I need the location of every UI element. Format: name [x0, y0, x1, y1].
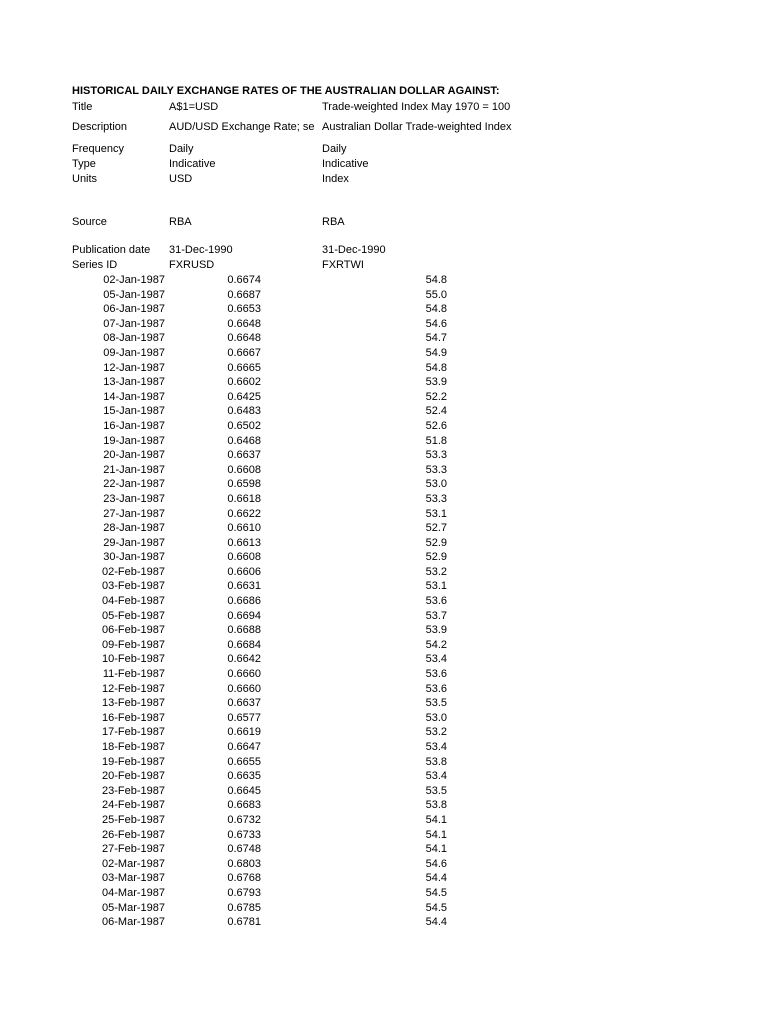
table-row	[72, 550, 552, 565]
twi-cell: 53.5	[425, 697, 447, 710]
date-cell: 03-Feb-1987	[102, 580, 165, 593]
date-cell: 20-Jan-1987	[103, 449, 165, 462]
date-cell: 16-Feb-1987	[102, 711, 165, 724]
table-row	[72, 798, 552, 813]
table-row	[72, 375, 552, 390]
date-cell: 26-Feb-1987	[102, 828, 165, 841]
date-cell: 27-Feb-1987	[102, 843, 165, 856]
date-cell: 06-Mar-1987	[102, 916, 165, 929]
date-cell: 12-Jan-1987	[103, 361, 165, 374]
twi-cell: 53.1	[425, 580, 447, 593]
table-row	[72, 725, 552, 740]
meta-value-usd: A$1=USD	[169, 101, 219, 113]
twi-cell: 53.3	[425, 463, 447, 476]
meta-label: Description	[72, 121, 128, 133]
twi-cell: 53.4	[425, 653, 447, 666]
meta-value-usd: USD	[169, 173, 193, 185]
table-row	[72, 302, 552, 317]
usd-rate-cell: 0.6667	[227, 346, 261, 359]
meta-value-usd: AUD/USD Exchange Rate; se	[169, 121, 315, 133]
date-cell: 05-Mar-1987	[102, 901, 165, 914]
meta-value-usd: Daily	[169, 143, 194, 155]
usd-rate-cell: 0.6602	[227, 376, 261, 389]
usd-rate-cell: 0.6733	[227, 828, 261, 841]
usd-rate-cell: 0.6768	[227, 872, 261, 885]
usd-rate-cell: 0.6683	[227, 799, 261, 812]
meta-row-frequency	[72, 142, 552, 156]
date-cell: 30-Jan-1987	[103, 551, 165, 564]
date-cell: 11-Feb-1987	[102, 668, 165, 681]
usd-rate-cell: 0.6793	[227, 886, 261, 899]
table-row	[72, 623, 552, 638]
date-cell: 12-Feb-1987	[102, 682, 165, 695]
usd-rate-cell: 0.6622	[227, 507, 261, 520]
rates-table	[72, 273, 552, 930]
twi-cell: 54.1	[425, 843, 447, 856]
meta-value-twi: FXRTWI	[322, 259, 364, 271]
date-cell: 14-Jan-1987	[103, 390, 165, 403]
table-row	[72, 740, 552, 755]
twi-cell: 54.6	[425, 857, 447, 870]
date-cell: 06-Jan-1987	[103, 303, 165, 316]
usd-rate-cell: 0.6803	[227, 857, 261, 870]
meta-value-twi: Australian Dollar Trade-weighted Index	[322, 121, 512, 133]
twi-cell: 52.4	[425, 405, 447, 418]
table-row	[72, 828, 552, 843]
meta-row-source	[72, 215, 552, 229]
table-row	[72, 901, 552, 916]
usd-rate-cell: 0.6648	[227, 332, 261, 345]
date-cell: 23-Jan-1987	[103, 492, 165, 505]
table-row	[72, 507, 552, 522]
table-row	[72, 609, 552, 624]
twi-cell: 54.9	[425, 346, 447, 359]
table-row	[72, 915, 552, 930]
usd-rate-cell: 0.6606	[227, 565, 261, 578]
usd-rate-cell: 0.6610	[227, 522, 261, 535]
twi-cell: 53.0	[425, 711, 447, 724]
twi-cell: 53.6	[425, 668, 447, 681]
usd-rate-cell: 0.6631	[227, 580, 261, 593]
usd-rate-cell: 0.6688	[227, 624, 261, 637]
date-cell: 06-Feb-1987	[102, 624, 165, 637]
table-row	[72, 579, 552, 594]
date-cell: 23-Feb-1987	[102, 784, 165, 797]
usd-rate-cell: 0.6694	[227, 609, 261, 622]
date-cell: 05-Jan-1987	[103, 288, 165, 301]
twi-cell: 54.5	[425, 886, 447, 899]
table-row	[72, 463, 552, 478]
table-row	[72, 317, 552, 332]
table-row	[72, 492, 552, 507]
date-cell: 27-Jan-1987	[103, 507, 165, 520]
table-row	[72, 390, 552, 405]
twi-cell: 53.3	[425, 492, 447, 505]
table-row	[72, 886, 552, 901]
table-row	[72, 769, 552, 784]
usd-rate-cell: 0.6653	[227, 303, 261, 316]
usd-rate-cell: 0.6635	[227, 770, 261, 783]
usd-rate-cell: 0.6608	[227, 463, 261, 476]
usd-rate-cell: 0.6686	[227, 595, 261, 608]
table-row	[72, 813, 552, 828]
usd-rate-cell: 0.6660	[227, 682, 261, 695]
date-cell: 15-Jan-1987	[103, 405, 165, 418]
usd-rate-cell: 0.6425	[227, 390, 261, 403]
date-cell: 25-Feb-1987	[102, 813, 165, 826]
page-title: HISTORICAL DAILY EXCHANGE RATES OF THE AUSTRALIAN DOLLAR AGAINST:	[72, 85, 500, 97]
usd-rate-cell: 0.6637	[227, 449, 261, 462]
usd-rate-cell: 0.6781	[227, 916, 261, 929]
table-row	[72, 273, 552, 288]
usd-rate-cell: 0.6674	[227, 274, 261, 286]
table-row	[72, 288, 552, 303]
meta-value-twi: Daily	[322, 143, 347, 155]
table-row	[72, 419, 552, 434]
date-cell: 21-Jan-1987	[103, 463, 165, 476]
date-cell: 07-Jan-1987	[103, 317, 165, 330]
usd-rate-cell: 0.6684	[227, 638, 261, 651]
table-row	[72, 594, 552, 609]
meta-row-units	[72, 172, 552, 186]
usd-rate-cell: 0.6502	[227, 419, 261, 432]
usd-rate-cell: 0.6613	[227, 536, 261, 549]
table-row	[72, 521, 552, 536]
meta-value-usd: FXRUSD	[169, 259, 215, 271]
usd-rate-cell: 0.6645	[227, 784, 261, 797]
date-cell: 04-Mar-1987	[102, 886, 165, 899]
date-cell: 19-Feb-1987	[102, 755, 165, 768]
usd-rate-cell: 0.6732	[227, 813, 261, 826]
meta-label: Publication date	[72, 244, 151, 256]
twi-cell: 52.9	[425, 551, 447, 564]
twi-cell: 53.0	[425, 478, 447, 491]
date-cell: 13-Jan-1987	[103, 376, 165, 389]
table-row	[72, 331, 552, 346]
table-row	[72, 477, 552, 492]
usd-rate-cell: 0.6648	[227, 317, 261, 330]
table-row	[72, 565, 552, 580]
twi-cell: 52.2	[425, 390, 447, 403]
twi-cell: 54.7	[425, 332, 447, 345]
twi-cell: 51.8	[425, 434, 447, 447]
date-cell: 09-Feb-1987	[102, 638, 165, 651]
twi-cell: 54.8	[425, 361, 447, 374]
twi-cell: 54.6	[425, 317, 447, 330]
usd-rate-cell: 0.6647	[227, 741, 261, 753]
date-cell: 17-Feb-1987	[102, 726, 165, 739]
date-cell: 29-Jan-1987	[103, 536, 165, 549]
date-cell: 03-Mar-1987	[102, 872, 165, 885]
meta-row-publication-date	[72, 243, 552, 257]
usd-rate-cell: 0.6748	[227, 843, 261, 856]
twi-cell: 53.2	[425, 726, 447, 739]
meta-row-type	[72, 157, 552, 171]
twi-cell: 54.1	[425, 828, 447, 841]
date-cell: 20-Feb-1987	[102, 770, 165, 783]
table-row	[72, 871, 552, 886]
twi-cell: 53.2	[425, 565, 447, 578]
table-row	[72, 361, 552, 376]
date-cell: 16-Jan-1987	[103, 419, 165, 432]
table-row	[72, 682, 552, 697]
usd-rate-cell: 0.6665	[227, 361, 261, 374]
twi-cell: 53.9	[425, 376, 447, 389]
usd-rate-cell: 0.6637	[227, 697, 261, 710]
date-cell: 02-Feb-1987	[102, 565, 165, 578]
table-row	[72, 434, 552, 449]
twi-cell: 52.9	[425, 536, 447, 549]
usd-rate-cell: 0.6483	[227, 405, 261, 418]
usd-rate-cell: 0.6619	[227, 726, 261, 739]
usd-rate-cell: 0.6618	[227, 492, 261, 505]
table-row	[72, 755, 552, 770]
date-cell: 02-Mar-1987	[102, 857, 165, 870]
twi-cell: 54.2	[425, 638, 447, 651]
table-row	[72, 784, 552, 799]
date-cell: 09-Jan-1987	[103, 346, 165, 359]
twi-cell: 53.7	[425, 609, 447, 622]
usd-rate-cell: 0.6687	[227, 288, 261, 301]
meta-label: Source	[72, 216, 107, 228]
meta-value-usd: RBA	[169, 216, 192, 228]
meta-value-usd: Indicative	[169, 158, 216, 170]
table-row	[72, 404, 552, 419]
meta-value-twi: 31-Dec-1990	[322, 244, 386, 256]
table-row	[72, 711, 552, 726]
table-row	[72, 638, 552, 653]
usd-rate-cell: 0.6577	[227, 711, 261, 724]
table-row	[72, 346, 552, 361]
table-row	[72, 842, 552, 857]
twi-cell: 54.5	[425, 901, 447, 914]
twi-cell: 53.4	[425, 741, 447, 753]
meta-value-usd: 31-Dec-1990	[169, 244, 233, 256]
date-cell: 10-Feb-1987	[102, 653, 165, 666]
meta-label: Title	[72, 101, 93, 113]
twi-cell: 52.7	[425, 522, 447, 535]
twi-cell: 54.8	[425, 303, 447, 316]
meta-label: Units	[72, 173, 98, 185]
twi-cell: 54.1	[425, 813, 447, 826]
usd-rate-cell: 0.6468	[227, 434, 261, 447]
twi-cell: 54.8	[425, 274, 447, 286]
table-row	[72, 667, 552, 682]
meta-value-twi: Index	[322, 173, 349, 185]
meta-row-series-id	[72, 258, 552, 272]
twi-cell: 53.9	[425, 624, 447, 637]
meta-value-twi: Trade-weighted Index May 1970 = 100	[322, 101, 511, 113]
twi-cell: 53.3	[425, 449, 447, 462]
meta-row-title	[72, 100, 552, 114]
meta-label: Series ID	[72, 259, 118, 271]
meta-value-twi: RBA	[322, 216, 345, 228]
meta-label: Frequency	[72, 143, 124, 155]
date-cell: 28-Jan-1987	[103, 522, 165, 535]
usd-rate-cell: 0.6642	[227, 653, 261, 666]
twi-cell: 52.6	[425, 419, 447, 432]
twi-cell: 53.5	[425, 784, 447, 797]
table-row	[72, 857, 552, 872]
meta-label: Type	[72, 158, 96, 170]
date-cell: 19-Jan-1987	[103, 434, 165, 447]
twi-cell: 53.6	[425, 682, 447, 695]
table-row	[72, 536, 552, 551]
usd-rate-cell: 0.6655	[227, 755, 261, 768]
meta-row-description	[72, 120, 552, 134]
usd-rate-cell: 0.6660	[227, 668, 261, 681]
twi-cell: 55.0	[425, 288, 447, 301]
table-row	[72, 696, 552, 711]
usd-rate-cell: 0.6608	[227, 551, 261, 564]
date-cell: 02-Jan-1987	[103, 274, 165, 286]
date-cell: 05-Feb-1987	[102, 609, 165, 622]
twi-cell: 53.8	[425, 799, 447, 812]
date-cell: 18-Feb-1987	[102, 741, 165, 753]
twi-cell: 53.4	[425, 770, 447, 783]
twi-cell: 54.4	[425, 872, 447, 885]
table-row	[72, 448, 552, 463]
usd-rate-cell: 0.6785	[227, 901, 261, 914]
date-cell: 13-Feb-1987	[102, 697, 165, 710]
twi-cell: 53.6	[425, 595, 447, 608]
date-cell: 24-Feb-1987	[102, 799, 165, 812]
usd-rate-cell: 0.6598	[227, 478, 261, 491]
date-cell: 04-Feb-1987	[102, 595, 165, 608]
date-cell: 22-Jan-1987	[103, 478, 165, 491]
twi-cell: 53.1	[425, 507, 447, 520]
twi-cell: 53.8	[425, 755, 447, 768]
date-cell: 08-Jan-1987	[103, 332, 165, 345]
twi-cell: 54.4	[425, 916, 447, 929]
meta-value-twi: Indicative	[322, 158, 369, 170]
table-row	[72, 652, 552, 667]
